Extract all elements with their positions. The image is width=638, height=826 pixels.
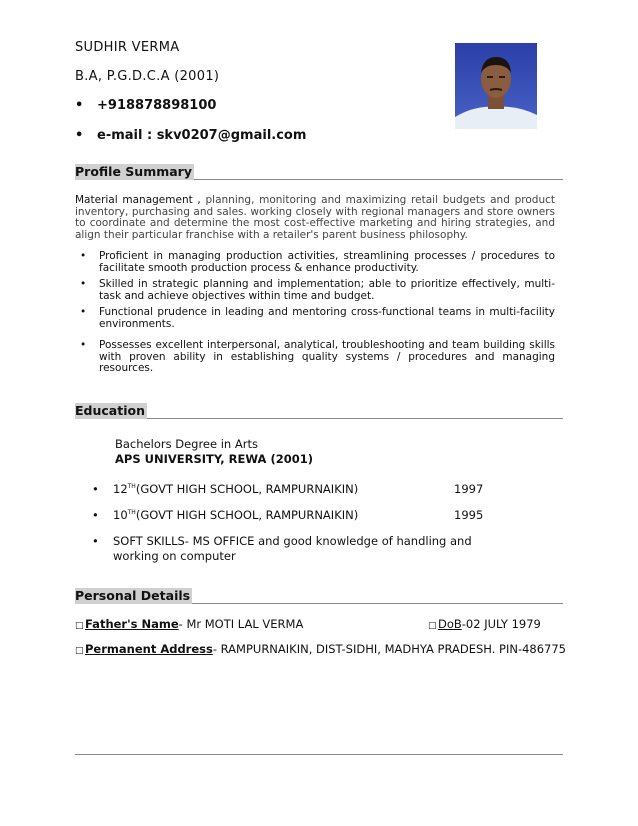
email-line bbox=[75, 128, 306, 143]
education-degree: Bachelors Degree in Arts bbox=[115, 437, 258, 451]
father-value: - Mr MOTI LAL VERMA bbox=[178, 617, 304, 631]
address-line bbox=[75, 642, 566, 656]
candidate-name: SUDHIR VERMA bbox=[75, 40, 180, 55]
education-row: • 10TH(GOVT HIGH SCHOOL, RAMPURNAIKIN) 1995 bbox=[92, 508, 484, 522]
father-name-line bbox=[75, 617, 303, 631]
summary-text: planning, monitoring and maximizing retail budgets and product inventory, purchasing and sales. working closely with regional managers and store owners to coordinate and determine the most cost-effective marketing and hiring strategies, and align their particular franchise with a retailer's parent business philosophy. bbox=[75, 194, 555, 241]
profile-photo bbox=[455, 43, 537, 129]
bullet: • bbox=[75, 98, 84, 113]
phone-line bbox=[75, 98, 216, 113]
square-bullet: □ bbox=[75, 646, 84, 656]
dob-label: DoB bbox=[438, 617, 462, 631]
school: (GOVT HIGH SCHOOL, RAMPURNAIKIN) bbox=[135, 482, 359, 496]
dob-line bbox=[428, 617, 541, 631]
phone-number: +918878898100 bbox=[97, 98, 217, 113]
summary-lead: Material management , bbox=[75, 194, 201, 206]
square-bullet: □ bbox=[75, 621, 84, 631]
square-bullet: □ bbox=[428, 621, 437, 631]
grade: 12 bbox=[113, 482, 128, 496]
address-label: Permanent Address bbox=[85, 642, 213, 656]
education-row: • 12TH(GOVT HIGH SCHOOL, RAMPURNAIKIN) 1997 bbox=[92, 482, 484, 496]
year: 1997 bbox=[454, 482, 484, 496]
section-heading-personal: Personal Details bbox=[75, 588, 563, 604]
email-address: e-mail : skv0207@gmail.com bbox=[97, 128, 307, 143]
soft-skills: SOFT SKILLS- MS OFFICE and good knowledge of handling and working on computer bbox=[113, 534, 472, 563]
bullet: • bbox=[75, 128, 84, 143]
education-university: APS UNIVERSITY, REWA (2001) bbox=[115, 452, 313, 466]
candidate-degree: B.A, P.G.D.C.A (2001) bbox=[75, 69, 220, 84]
section-heading-profile: Profile Summary bbox=[75, 164, 563, 180]
soft-skills-row: • SOFT SKILLS- MS OFFICE and good knowledge of handling and working on computer bbox=[92, 534, 512, 568]
footer-divider bbox=[75, 754, 563, 755]
school: (GOVT HIGH SCHOOL, RAMPURNAIKIN) bbox=[135, 508, 359, 522]
grade: 10 bbox=[113, 508, 128, 522]
father-label: Father's Name bbox=[85, 617, 179, 631]
section-heading-education: Education bbox=[75, 403, 563, 419]
profile-summary bbox=[75, 195, 555, 241]
address-value: - RAMPURNAIKIN, DIST-SIDHI, MADHYA PRADESH. PIN-486775 bbox=[212, 642, 567, 656]
dob-value: -02 JULY 1979 bbox=[461, 617, 541, 631]
year: 1995 bbox=[454, 508, 484, 522]
